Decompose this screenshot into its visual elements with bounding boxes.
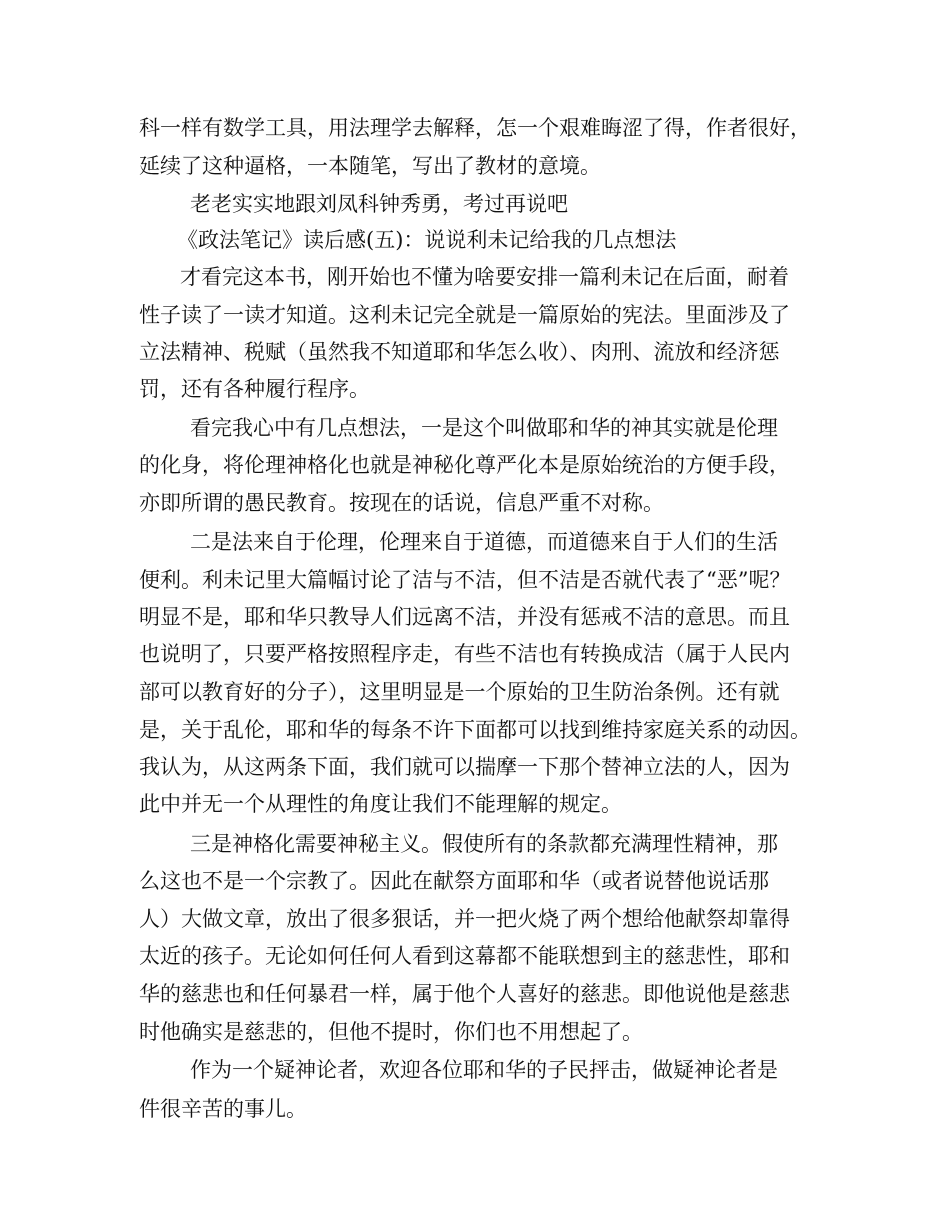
text-line: 延续了这种逼格，一本随笔，写出了教材的意境。 (139, 154, 601, 178)
text-line: 时他确实是慈悲的，但他不提时，你们也不用想起了。 (139, 1020, 643, 1044)
text-line: 二是法来自于伦理，伦理来自于道德，而道德来自于人们的生活 (190, 530, 778, 554)
text-line: 老老实实地跟刘凤科钟秀勇，考过再说吧 (190, 192, 568, 216)
text-line: 太近的孩子。无论如何任何人看到这幕都不能联想到主的慈悲性，耶和 (139, 944, 790, 968)
text-line: 件很辛苦的事儿。 (139, 1097, 307, 1121)
text-line: 是，关于乱伦，耶和华的每条不许下面都可以找到维持家庭关系的动因。 (139, 718, 811, 742)
text-line: 才看完这本书，刚开始也不懂为啥要安排一篇利未记在后面，耐着 (180, 265, 789, 289)
section-heading: 《政法笔记》读后感(五)：说说利未记给我的几点想法 (177, 228, 677, 252)
text-line: 人）大做文章，放出了很多狠话，并一把火烧了两个想给他献祭却靠得 (139, 907, 790, 931)
text-line: 三是神格化需要神秘主义。假使所有的条款都充满理性精神，那 (190, 832, 778, 856)
text-line: 么这也不是一个宗教了。因此在献祭方面耶和华（或者说替他说话那 (139, 869, 769, 893)
text-line: 华的慈悲也和任何暴君一样，属于他个人喜好的慈悲。即他说他是慈悲 (139, 982, 790, 1006)
text-line: 性子读了一读才知道。这利未记完全就是一篇原始的宪法。里面涉及了 (139, 303, 790, 327)
text-line: 亦即所谓的愚民教育。按现在的话说，信息严重不对称。 (139, 491, 664, 515)
text-line: 科一样有数学工具，用法理学去解释，怎一个艰难晦涩了得，作者很好， (139, 116, 811, 140)
text-line: 此中并无一个从理性的角度让我们不能理解的规定。 (139, 792, 622, 816)
text-line: 我认为，从这两条下面，我们就可以揣摩一下那个替神立法的人，因为 (139, 755, 790, 779)
text-line: 立法精神、税赋（虽然我不知道耶和华怎么收）、肉刑、流放和经济惩 (139, 340, 780, 364)
text-line: 罚，还有各种履行程序。 (139, 377, 370, 401)
text-line: 便利。利未记里大篇幅讨论了洁与不洁，但不洁是否就代表了“恶”呢？ (139, 568, 791, 592)
text-line: 的化身，将伦理神格化也就是神秘化尊严化本是原始统治的方便手段， (139, 453, 790, 477)
text-line: 明显不是，耶和华只教导人们远离不洁，并没有惩戒不洁的意思。而且 (139, 605, 790, 629)
text-line: 也说明了，只要严格按照程序走，有些不洁也有转换成洁（属于人民内 (139, 642, 790, 666)
text-line: 看完我心中有几点想法，一是这个叫做耶和华的神其实就是伦理 (190, 416, 778, 440)
text-line: 作为一个疑神论者，欢迎各位耶和华的子民抨击，做疑神论者是 (190, 1058, 778, 1082)
text-line: 部可以教育好的分子），这里明显是一个原始的卫生防治条例。还有就 (139, 680, 780, 704)
